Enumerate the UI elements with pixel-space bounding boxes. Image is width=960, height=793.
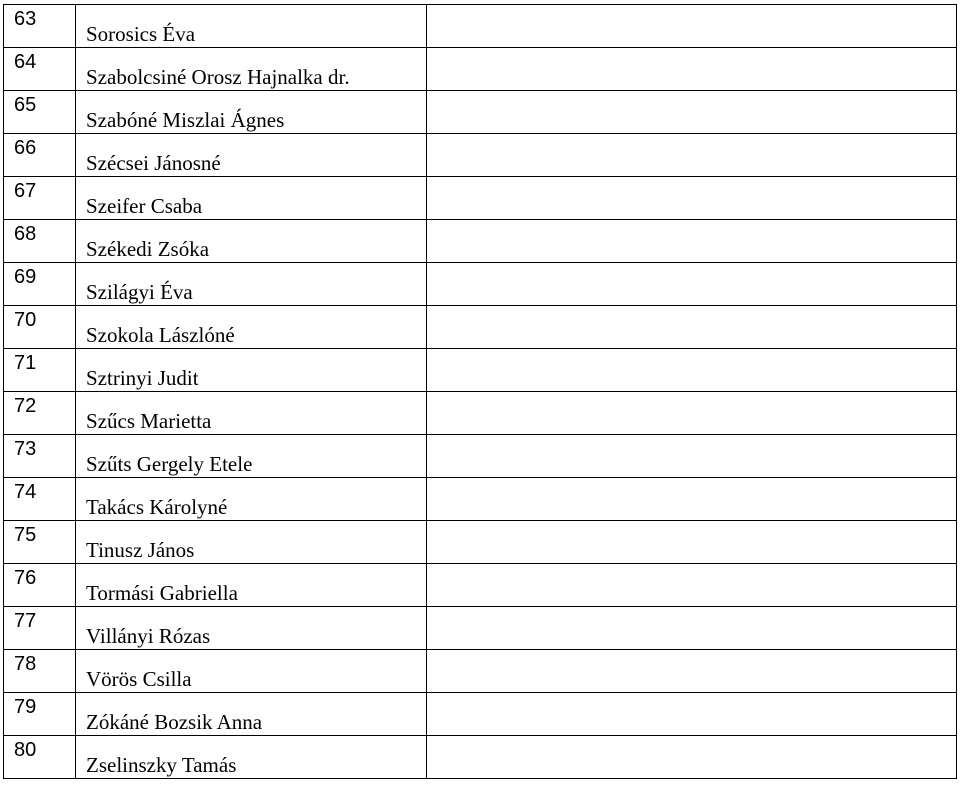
empty-cell (427, 134, 957, 177)
table-row (4, 650, 957, 693)
table-row (4, 306, 957, 349)
row-number: 76 (4, 564, 76, 607)
person-name: Villányi Rózas (76, 607, 427, 650)
row-number: 80 (4, 736, 76, 779)
empty-cell (427, 736, 957, 779)
person-name: Takács Károlyné (76, 478, 427, 521)
empty-cell (427, 693, 957, 736)
empty-cell (427, 564, 957, 607)
person-name: Szeifer Csaba (76, 177, 427, 220)
row-number: 65 (4, 91, 76, 134)
row-number: 73 (4, 435, 76, 478)
names-table (3, 4, 957, 779)
row-number: 63 (4, 5, 76, 48)
empty-cell (427, 177, 957, 220)
person-name: Zselinszky Tamás (76, 736, 427, 779)
empty-cell (427, 478, 957, 521)
person-name: Tormási Gabriella (76, 564, 427, 607)
person-name: Zókáné Bozsik Anna (76, 693, 427, 736)
table-row (4, 5, 957, 48)
row-number: 66 (4, 134, 76, 177)
person-name: Szokola Lászlóné (76, 306, 427, 349)
empty-cell (427, 220, 957, 263)
person-name: Szilágyi Éva (76, 263, 427, 306)
table-row (4, 392, 957, 435)
table-row (4, 48, 957, 91)
empty-cell (427, 392, 957, 435)
empty-cell (427, 5, 957, 48)
row-number: 67 (4, 177, 76, 220)
row-number: 71 (4, 349, 76, 392)
table-row (4, 177, 957, 220)
empty-cell (427, 91, 957, 134)
empty-cell (427, 349, 957, 392)
empty-cell (427, 263, 957, 306)
table-row (4, 693, 957, 736)
empty-cell (427, 607, 957, 650)
table-row (4, 91, 957, 134)
row-number: 75 (4, 521, 76, 564)
empty-cell (427, 306, 957, 349)
row-number: 77 (4, 607, 76, 650)
row-number: 69 (4, 263, 76, 306)
table-row (4, 349, 957, 392)
empty-cell (427, 521, 957, 564)
person-name: Sorosics Éva (76, 5, 427, 48)
table-row (4, 478, 957, 521)
person-name: Szabolcsiné Orosz Hajnalka dr. (76, 48, 427, 91)
table-row (4, 736, 957, 779)
person-name: Sztrinyi Judit (76, 349, 427, 392)
person-name: Szűcs Marietta (76, 392, 427, 435)
empty-cell (427, 650, 957, 693)
table-row (4, 263, 957, 306)
row-number: 70 (4, 306, 76, 349)
person-name: Tinusz János (76, 521, 427, 564)
table-row (4, 435, 957, 478)
empty-cell (427, 435, 957, 478)
row-number: 79 (4, 693, 76, 736)
table-row (4, 564, 957, 607)
row-number: 68 (4, 220, 76, 263)
person-name: Szécsei Jánosné (76, 134, 427, 177)
person-name: Vörös Csilla (76, 650, 427, 693)
person-name: Székedi Zsóka (76, 220, 427, 263)
row-number: 78 (4, 650, 76, 693)
person-name: Szabóné Miszlai Ágnes (76, 91, 427, 134)
empty-cell (427, 48, 957, 91)
row-number: 72 (4, 392, 76, 435)
row-number: 64 (4, 48, 76, 91)
table-row (4, 607, 957, 650)
row-number: 74 (4, 478, 76, 521)
person-name: Szűts Gergely Etele (76, 435, 427, 478)
names-table-body (4, 5, 957, 779)
table-row (4, 134, 957, 177)
table-row (4, 220, 957, 263)
table-row (4, 521, 957, 564)
